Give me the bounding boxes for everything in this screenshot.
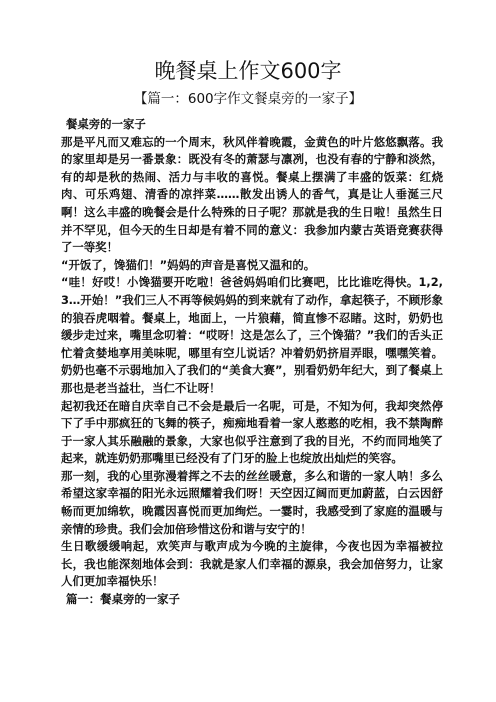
section-heading: 【篇一：600字作文餐桌旁的一家子】 — [133, 91, 363, 107]
page-title: 晚餐桌上作文600字 — [154, 59, 342, 83]
paragraph-3: “哇！好哎！小馋猫要开吃啦！爸爸妈妈咱们比赛吧，比比谁吃得快。1,2,3…开始！”我们三人不再等候妈妈的到来就有了动作，拿起筷子，不顾形象的狼吞虎咽着。餐桌上，地面上，一片狼藉，简直惨不忍睹。这时，奶奶也缓步走过来，嘴里念叨着：“哎呀！这是怎么了，三个馋猫？”我们的舌头正忙着贪婪地享用美味呢，哪里有空儿说话？冲着奶奶挤眉弄眼，嘿嘿笑着。奶奶也毫不示弱地加入了我们的“美食大赛”，别看奶奶年纪大，到了餐桌上那也是老当益壮，当仁不让呀！ — [61, 275, 443, 395]
article-body — [61, 116, 443, 609]
paragraph-subtitle: 餐桌旁的一家子 — [66, 117, 146, 131]
paragraph-footer-heading: 篇一：餐桌旁的一家子 — [66, 592, 180, 607]
paragraph-1: 那是平凡而又难忘的一个周末，秋风伴着晚霞，金黄色的叶片悠悠飘落。我的家里却是另一番景象：既没有冬的萧瑟与凛冽，也没有春的宁静和淡然，有的却是秋的热闹、活力与丰收的喜悦。餐桌上摆满了丰盛的饭菜：红烧肉、可乐鸡翅、清香的凉拌菜……散发出诱人的香气，真是让人垂涎三尺啊！这么丰盛的晚餐会是什么特殊的日子呢？那就是我的生日啦！虽然生日并不罕见，但今天的生日却是有着不同的意义：我参加内蒙古英语竞赛获得了一等奖！ — [61, 134, 443, 255]
paragraph-5: 那一刻，我的心里弥漫着挥之不去的丝丝暖意，多么和谐的一家人呐！多么希望这家幸福的阳光永远照耀着我们呀！天空因辽阔而更加蔚蓝，白云因舒畅而更加绵软，晚霞因喜悦而更加绚烂。一霎时，我感受到了家庭的温暖与亲情的珍贵。我们会加倍珍惜这份和谐与安宁的！ — [61, 468, 443, 536]
paragraph-4: 起初我还在暗自庆幸自己不会是最后一名呢，可是，不知为何，我却突然停下了手中那疯狂的飞舞的筷子，痴痴地看着一家人憨憨的吃相，我不禁陶醉于一家人其乐融融的景象，大家也似乎注意到了我的目光，不约而同地笑了起来，就连奶奶那嘴里已经没有了门牙的脸上也绽放出灿烂的笑容。 — [61, 398, 443, 466]
paragraph-2: “开饭了，馋猫们！”妈妈的声音是喜悦又温和的。 — [61, 257, 316, 272]
paragraph-6: 生日歌缓缓响起，欢笑声与歌声成为今晚的主旋律，今夜也因为幸福被拉长，我也能深刻地体会到：我就是家人们幸福的源泉，我会加倍努力，让家人们更加幸福快乐！ — [61, 539, 443, 589]
